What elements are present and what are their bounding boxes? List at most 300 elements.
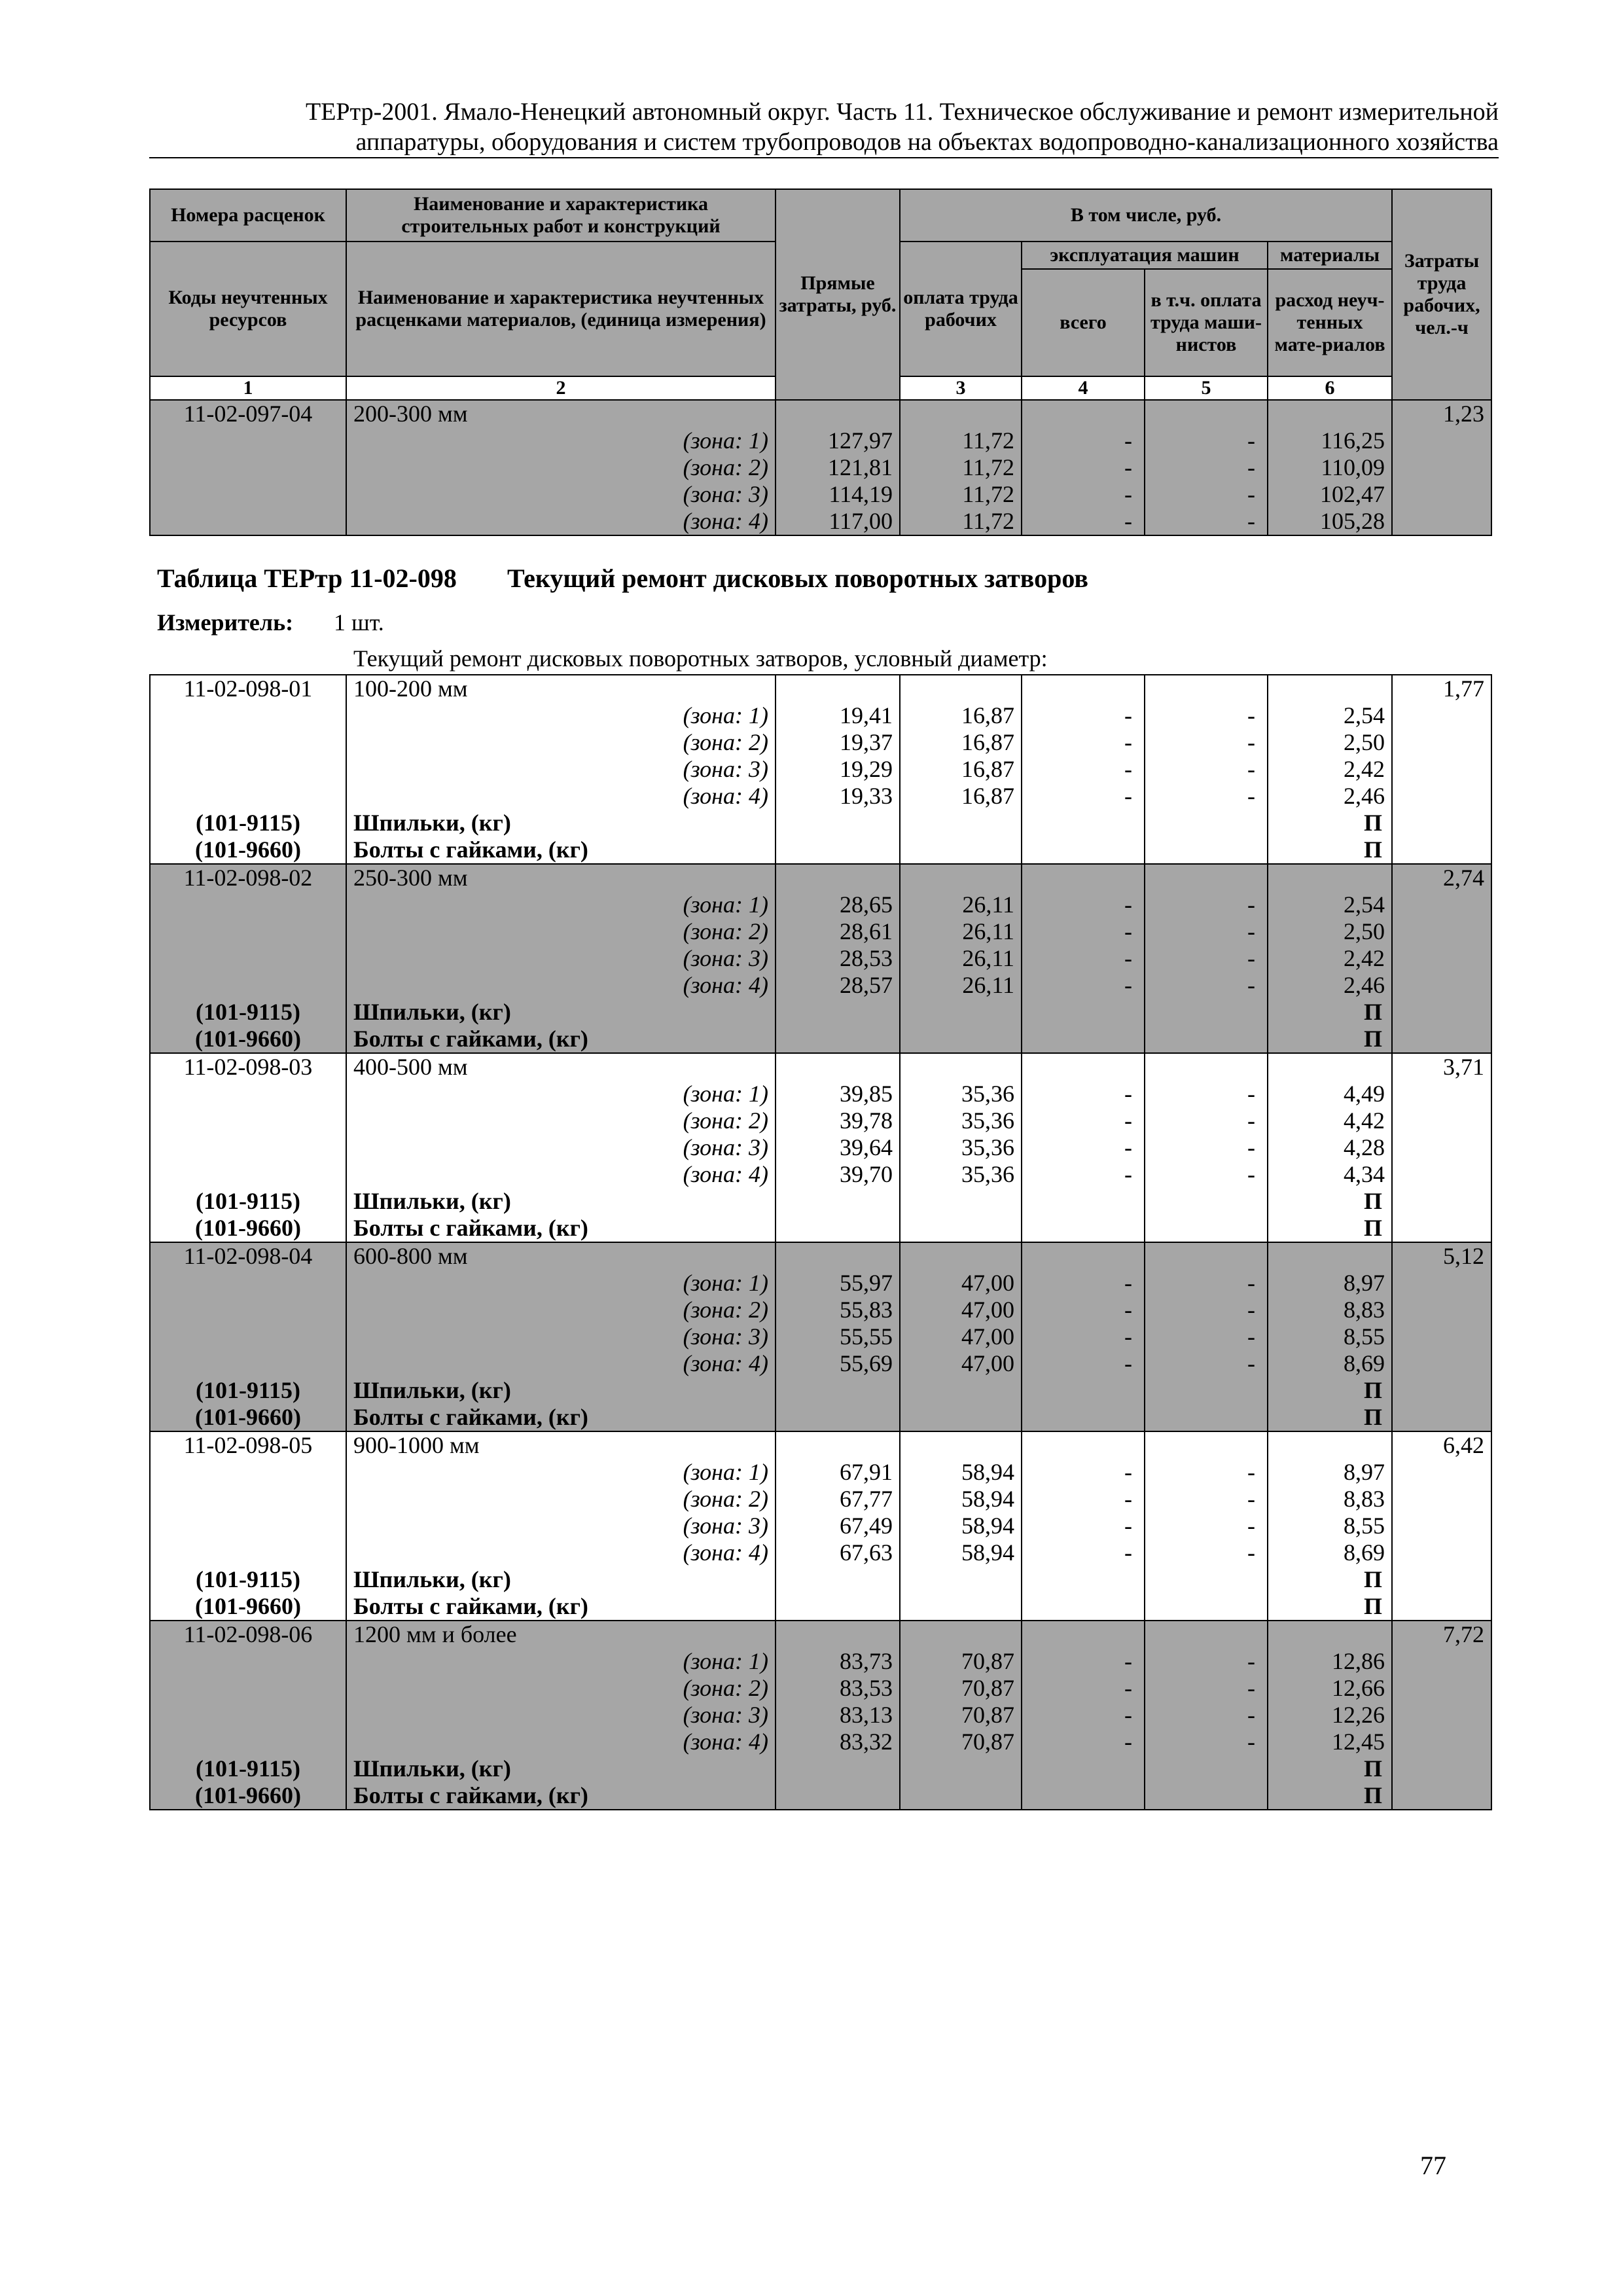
zone-row <box>150 945 1491 972</box>
running-header <box>190 97 1499 157</box>
resource-name: Шпильки, (кг) <box>346 810 776 836</box>
zone-row <box>150 508 1491 535</box>
empty-cell <box>1022 1404 1145 1431</box>
empty-cell <box>150 1350 346 1377</box>
machines-total: - <box>1022 1486 1145 1513</box>
empty-cell <box>150 481 346 508</box>
rate-row <box>150 864 1491 891</box>
empty-cell <box>150 1297 346 1323</box>
materials-cost: 8,55 <box>1268 1513 1392 1539</box>
empty-cell <box>150 972 346 999</box>
empty-cell <box>1392 1161 1491 1188</box>
machines-total: - <box>1022 729 1145 756</box>
resource-row <box>150 1782 1491 1810</box>
materials-cost: 8,83 <box>1268 1297 1392 1323</box>
worker-pay: 70,87 <box>900 1729 1022 1755</box>
machines-total: - <box>1022 454 1145 481</box>
empty-cell <box>150 1323 346 1350</box>
resource-code: (101-9660) <box>150 1782 346 1810</box>
empty-cell <box>1022 1053 1145 1081</box>
machinist-pay: - <box>1145 891 1268 918</box>
zone-label: (зона: 4) <box>346 1539 776 1566</box>
zone-row <box>150 783 1491 810</box>
worker-pay: 70,87 <box>900 1648 1022 1675</box>
empty-cell <box>150 783 346 810</box>
resource-mark: П <box>1268 1593 1392 1621</box>
worker-pay: 58,94 <box>900 1539 1022 1566</box>
machines-total: - <box>1022 918 1145 945</box>
header-line-2: аппаратуры, оборудования и систем трубопроводов на объектах водопроводно-канализационного хозяйства <box>355 128 1499 156</box>
empty-cell <box>1145 1621 1268 1648</box>
zone-label: (зона: 3) <box>346 1702 776 1729</box>
header-rule <box>149 157 1499 158</box>
empty-cell <box>1022 1593 1145 1621</box>
machinist-pay: - <box>1145 918 1268 945</box>
resource-mark: П <box>1268 1566 1392 1593</box>
worker-pay: 16,87 <box>900 783 1022 810</box>
empty-cell <box>1392 945 1491 972</box>
zone-label: (зона: 3) <box>346 1134 776 1161</box>
zone-row <box>150 1675 1491 1702</box>
direct-cost: 67,91 <box>776 1459 900 1486</box>
resource-mark: П <box>1268 999 1392 1026</box>
zone-row <box>150 1270 1491 1297</box>
resource-name: Болты с гайками, (кг) <box>346 1593 776 1621</box>
worker-pay: 58,94 <box>900 1459 1022 1486</box>
empty-cell <box>900 1188 1022 1215</box>
empty-cell <box>1145 836 1268 864</box>
direct-cost: 39,64 <box>776 1134 900 1161</box>
empty-cell <box>150 508 346 535</box>
direct-cost: 39,85 <box>776 1081 900 1107</box>
empty-cell <box>1145 1377 1268 1404</box>
zone-row <box>150 1702 1491 1729</box>
empty-cell <box>1268 864 1392 891</box>
materials-cost: 2,46 <box>1268 972 1392 999</box>
resource-name: Шпильки, (кг) <box>346 1377 776 1404</box>
zone-label: (зона: 2) <box>346 1297 776 1323</box>
zone-label: (зона: 3) <box>346 945 776 972</box>
machines-total: - <box>1022 702 1145 729</box>
materials-cost: 4,49 <box>1268 1081 1392 1107</box>
zone-row <box>150 1648 1491 1675</box>
empty-cell <box>1392 1026 1491 1053</box>
zone-label: (зона: 4) <box>346 1729 776 1755</box>
empty-cell <box>1392 918 1491 945</box>
materials-cost: 2,54 <box>1268 891 1392 918</box>
empty-cell <box>900 864 1022 891</box>
empty-cell <box>900 1215 1022 1242</box>
empty-cell <box>150 891 346 918</box>
empty-cell <box>1268 675 1392 702</box>
empty-cell <box>1145 1593 1268 1621</box>
empty-cell <box>1022 999 1145 1026</box>
empty-cell <box>1022 1242 1145 1270</box>
materials-cost: 12,45 <box>1268 1729 1392 1755</box>
materials-cost: 102,47 <box>1268 481 1392 508</box>
machines-total: - <box>1022 1297 1145 1323</box>
resource-code: (101-9115) <box>150 1755 346 1782</box>
col-labor-costs: Затраты труда рабочих, чел.-ч <box>1392 189 1491 400</box>
direct-cost: 39,70 <box>776 1161 900 1188</box>
rate-row <box>150 1621 1491 1648</box>
resource-name: Болты с гайками, (кг) <box>346 836 776 864</box>
resource-name: Болты с гайками, (кг) <box>346 1782 776 1810</box>
resource-mark: П <box>1268 836 1392 864</box>
empty-cell <box>1392 427 1491 454</box>
resource-mark: П <box>1268 1755 1392 1782</box>
zone-label: (зона: 1) <box>346 1648 776 1675</box>
rate-row <box>150 1242 1491 1270</box>
materials-cost: 4,34 <box>1268 1161 1392 1188</box>
direct-cost: 55,97 <box>776 1270 900 1297</box>
labor-value: 2,74 <box>1392 864 1491 891</box>
machinist-pay: - <box>1145 756 1268 783</box>
table-subtitle: Текущий ремонт дисковых поворотных затворов, условный диаметр: <box>353 645 1048 672</box>
empty-cell <box>1145 400 1268 427</box>
zone-row <box>150 1297 1491 1323</box>
direct-cost: 55,55 <box>776 1323 900 1350</box>
empty-cell <box>1145 1053 1268 1081</box>
worker-pay: 47,00 <box>900 1297 1022 1323</box>
empty-cell <box>776 864 900 891</box>
machinist-pay: - <box>1145 1513 1268 1539</box>
machinist-pay: - <box>1145 945 1268 972</box>
direct-cost: 67,63 <box>776 1539 900 1566</box>
empty-cell <box>900 999 1022 1026</box>
zone-label: (зона: 4) <box>346 1161 776 1188</box>
materials-cost: 2,50 <box>1268 918 1392 945</box>
machinist-pay: - <box>1145 427 1268 454</box>
materials-cost: 2,42 <box>1268 945 1392 972</box>
empty-cell <box>776 1431 900 1459</box>
machinist-pay: - <box>1145 1350 1268 1377</box>
empty-cell <box>1392 783 1491 810</box>
empty-cell <box>1145 1026 1268 1053</box>
rate-name: 200-300 мм <box>346 400 776 427</box>
worker-pay: 35,36 <box>900 1081 1022 1107</box>
zone-label: (зона: 2) <box>346 1486 776 1513</box>
empty-cell <box>900 1431 1022 1459</box>
zone-row <box>150 729 1491 756</box>
zone-label: (зона: 3) <box>346 1513 776 1539</box>
empty-cell <box>1392 1539 1491 1566</box>
zone-row <box>150 1539 1491 1566</box>
machinist-pay: - <box>1145 508 1268 535</box>
empty-cell <box>900 1377 1022 1404</box>
resource-row <box>150 836 1491 864</box>
machinist-pay: - <box>1145 1675 1268 1702</box>
machines-total: - <box>1022 508 1145 535</box>
resource-row <box>150 1593 1491 1621</box>
empty-cell <box>150 1513 346 1539</box>
machines-total: - <box>1022 1702 1145 1729</box>
empty-cell <box>776 1593 900 1621</box>
materials-cost: 4,28 <box>1268 1134 1392 1161</box>
empty-cell <box>1392 1593 1491 1621</box>
meter-line <box>157 609 384 636</box>
empty-cell <box>1022 810 1145 836</box>
zone-row <box>150 1350 1491 1377</box>
empty-cell <box>150 1486 346 1513</box>
empty-cell <box>1392 508 1491 535</box>
col-num-1: 1 <box>150 376 346 400</box>
worker-pay: 16,87 <box>900 729 1022 756</box>
empty-cell <box>1268 1431 1392 1459</box>
zone-row <box>150 1323 1491 1350</box>
empty-cell <box>1392 1323 1491 1350</box>
empty-cell <box>150 1648 346 1675</box>
machinist-pay: - <box>1145 1081 1268 1107</box>
rate-row <box>150 400 1491 427</box>
col-materials: материалы <box>1268 242 1392 269</box>
direct-cost: 19,37 <box>776 729 900 756</box>
rate-code: 11-02-098-03 <box>150 1053 346 1081</box>
worker-pay: 11,72 <box>900 454 1022 481</box>
machines-total: - <box>1022 1539 1145 1566</box>
resource-mark: П <box>1268 810 1392 836</box>
empty-cell <box>150 945 346 972</box>
empty-cell <box>1392 891 1491 918</box>
rates-table <box>149 674 1492 1810</box>
materials-cost: 2,42 <box>1268 756 1392 783</box>
zone-label: (зона: 1) <box>346 1459 776 1486</box>
worker-pay: 58,94 <box>900 1486 1022 1513</box>
machinist-pay: - <box>1145 1486 1268 1513</box>
meter-value: 1 шт. <box>334 609 384 636</box>
empty-cell <box>1392 481 1491 508</box>
col-num-2: 2 <box>346 376 776 400</box>
resource-mark: П <box>1268 1404 1392 1431</box>
empty-cell <box>1022 1377 1145 1404</box>
direct-cost: 28,53 <box>776 945 900 972</box>
resource-name: Болты с гайками, (кг) <box>346 1404 776 1431</box>
direct-cost: 39,78 <box>776 1107 900 1134</box>
rate-name: 1200 мм и более <box>346 1621 776 1648</box>
empty-cell <box>1268 1621 1392 1648</box>
machines-total: - <box>1022 783 1145 810</box>
empty-cell <box>1392 1350 1491 1377</box>
col-direct-costs: Прямые затраты, руб. <box>776 189 900 400</box>
machinist-pay: - <box>1145 1323 1268 1350</box>
machines-total: - <box>1022 481 1145 508</box>
empty-cell <box>150 427 346 454</box>
empty-cell <box>1022 1621 1145 1648</box>
zone-row <box>150 1134 1491 1161</box>
resource-name: Шпильки, (кг) <box>346 1566 776 1593</box>
rate-name: 400-500 мм <box>346 1053 776 1081</box>
empty-cell <box>1145 864 1268 891</box>
rate-code: 11-02-098-05 <box>150 1431 346 1459</box>
zone-label: (зона: 1) <box>346 891 776 918</box>
labor-value: 5,12 <box>1392 1242 1491 1270</box>
machines-total: - <box>1022 1134 1145 1161</box>
resource-row <box>150 1377 1491 1404</box>
direct-cost: 67,49 <box>776 1513 900 1539</box>
zone-label: (зона: 1) <box>346 427 776 454</box>
direct-cost: 83,13 <box>776 1702 900 1729</box>
rate-name: 900-1000 мм <box>346 1431 776 1459</box>
empty-cell <box>150 1134 346 1161</box>
materials-cost: 116,25 <box>1268 427 1392 454</box>
worker-pay: 11,72 <box>900 481 1022 508</box>
empty-cell <box>1145 1566 1268 1593</box>
col-machines-total: всего <box>1022 269 1145 376</box>
resource-code: (101-9660) <box>150 836 346 864</box>
zone-row <box>150 1513 1491 1539</box>
direct-cost: 114,19 <box>776 481 900 508</box>
zone-row <box>150 1161 1491 1188</box>
materials-cost: 8,69 <box>1268 1539 1392 1566</box>
resource-code: (101-9115) <box>150 999 346 1026</box>
zone-row <box>150 427 1491 454</box>
empty-cell <box>776 810 900 836</box>
machinist-pay: - <box>1145 1270 1268 1297</box>
empty-cell <box>1145 1782 1268 1810</box>
empty-cell <box>150 918 346 945</box>
empty-cell <box>1392 972 1491 999</box>
direct-cost: 121,81 <box>776 454 900 481</box>
machinist-pay: - <box>1145 1729 1268 1755</box>
zone-label: (зона: 1) <box>346 1081 776 1107</box>
empty-cell <box>1268 1053 1392 1081</box>
empty-cell <box>776 1026 900 1053</box>
empty-cell <box>900 1593 1022 1621</box>
empty-cell <box>1392 1648 1491 1675</box>
empty-cell <box>1392 1675 1491 1702</box>
empty-cell <box>776 1188 900 1215</box>
zone-row <box>150 891 1491 918</box>
materials-cost: 8,55 <box>1268 1323 1392 1350</box>
col-machines: эксплуатация машин <box>1022 242 1268 269</box>
empty-cell <box>1392 729 1491 756</box>
rate-code: 11-02-098-01 <box>150 675 346 702</box>
rate-code: 11-02-098-02 <box>150 864 346 891</box>
empty-cell <box>1022 1566 1145 1593</box>
machines-total: - <box>1022 891 1145 918</box>
empty-cell <box>150 1459 346 1486</box>
machinist-pay: - <box>1145 1134 1268 1161</box>
empty-cell <box>1145 1215 1268 1242</box>
resource-row <box>150 810 1491 836</box>
empty-cell <box>150 702 346 729</box>
machinist-pay: - <box>1145 1297 1268 1323</box>
empty-cell <box>150 454 346 481</box>
resource-row <box>150 1566 1491 1593</box>
rate-name: 600-800 мм <box>346 1242 776 1270</box>
empty-cell <box>776 1242 900 1270</box>
resource-mark: П <box>1268 1377 1392 1404</box>
zone-row <box>150 481 1491 508</box>
zone-label: (зона: 3) <box>346 481 776 508</box>
machinist-pay: - <box>1145 1539 1268 1566</box>
empty-cell <box>1022 864 1145 891</box>
table-title <box>157 563 1088 594</box>
empty-cell <box>1392 1755 1491 1782</box>
zone-row <box>150 972 1491 999</box>
machinist-pay: - <box>1145 1702 1268 1729</box>
zone-row <box>150 1486 1491 1513</box>
direct-cost: 19,41 <box>776 702 900 729</box>
header-line-1: ТЕРтр-2001. Ямало-Ненецкий автономный округ. Часть 11. Техническое обслуживание и ремонт измерительной <box>306 98 1499 126</box>
labor-value: 7,72 <box>1392 1621 1491 1648</box>
worker-pay: 26,11 <box>900 972 1022 999</box>
empty-cell <box>150 1107 346 1134</box>
resource-code: (101-9660) <box>150 1404 346 1431</box>
worker-pay: 47,00 <box>900 1270 1022 1297</box>
direct-cost: 19,29 <box>776 756 900 783</box>
machinist-pay: - <box>1145 1161 1268 1188</box>
empty-cell <box>1145 675 1268 702</box>
empty-cell <box>1392 1513 1491 1539</box>
empty-cell <box>900 1026 1022 1053</box>
zone-label: (зона: 2) <box>346 918 776 945</box>
zone-row <box>150 1459 1491 1486</box>
materials-cost: 8,97 <box>1268 1270 1392 1297</box>
empty-cell <box>1392 1215 1491 1242</box>
resource-mark: П <box>1268 1026 1392 1053</box>
empty-cell <box>150 1081 346 1107</box>
resource-code: (101-9115) <box>150 1377 346 1404</box>
worker-pay: 26,11 <box>900 945 1022 972</box>
resource-row <box>150 1188 1491 1215</box>
materials-cost: 2,46 <box>1268 783 1392 810</box>
zone-label: (зона: 4) <box>346 508 776 535</box>
empty-cell <box>1022 1431 1145 1459</box>
empty-cell <box>1022 1188 1145 1215</box>
empty-cell <box>150 1702 346 1729</box>
zone-row <box>150 1081 1491 1107</box>
col-worker-pay: оплата труда рабочих <box>900 242 1022 376</box>
col-num-3: 3 <box>900 376 1022 400</box>
empty-cell <box>150 1675 346 1702</box>
empty-cell <box>1392 836 1491 864</box>
col-unaccounted-materials: расход неуч-тенных мате-риалов <box>1268 269 1392 376</box>
resource-row <box>150 1755 1491 1782</box>
resource-mark: П <box>1268 1188 1392 1215</box>
materials-cost: 8,83 <box>1268 1486 1392 1513</box>
rate-name: 250-300 мм <box>346 864 776 891</box>
labor-value: 1,77 <box>1392 675 1491 702</box>
zone-row <box>150 702 1491 729</box>
labor-value: 3,71 <box>1392 1053 1491 1081</box>
worker-pay: 26,11 <box>900 891 1022 918</box>
empty-cell <box>900 1755 1022 1782</box>
machinist-pay: - <box>1145 1107 1268 1134</box>
empty-cell <box>1392 1270 1491 1297</box>
empty-cell <box>150 729 346 756</box>
empty-cell <box>776 675 900 702</box>
empty-cell <box>776 1215 900 1242</box>
machines-total: - <box>1022 945 1145 972</box>
empty-cell <box>900 1782 1022 1810</box>
empty-cell <box>1268 1242 1392 1270</box>
empty-cell <box>150 1539 346 1566</box>
empty-cell <box>776 836 900 864</box>
empty-cell <box>900 810 1022 836</box>
materials-cost: 8,97 <box>1268 1459 1392 1486</box>
empty-cell <box>1392 756 1491 783</box>
col-rate-numbers: Номера расценок <box>150 189 346 242</box>
resource-code: (101-9115) <box>150 810 346 836</box>
machinist-pay: - <box>1145 972 1268 999</box>
col-resource-codes: Коды неучтенных ресурсов <box>150 242 346 376</box>
empty-cell <box>150 1729 346 1755</box>
empty-cell <box>1392 1404 1491 1431</box>
empty-cell <box>1392 1566 1491 1593</box>
empty-cell <box>1022 1755 1145 1782</box>
resource-name: Болты с гайками, (кг) <box>346 1215 776 1242</box>
